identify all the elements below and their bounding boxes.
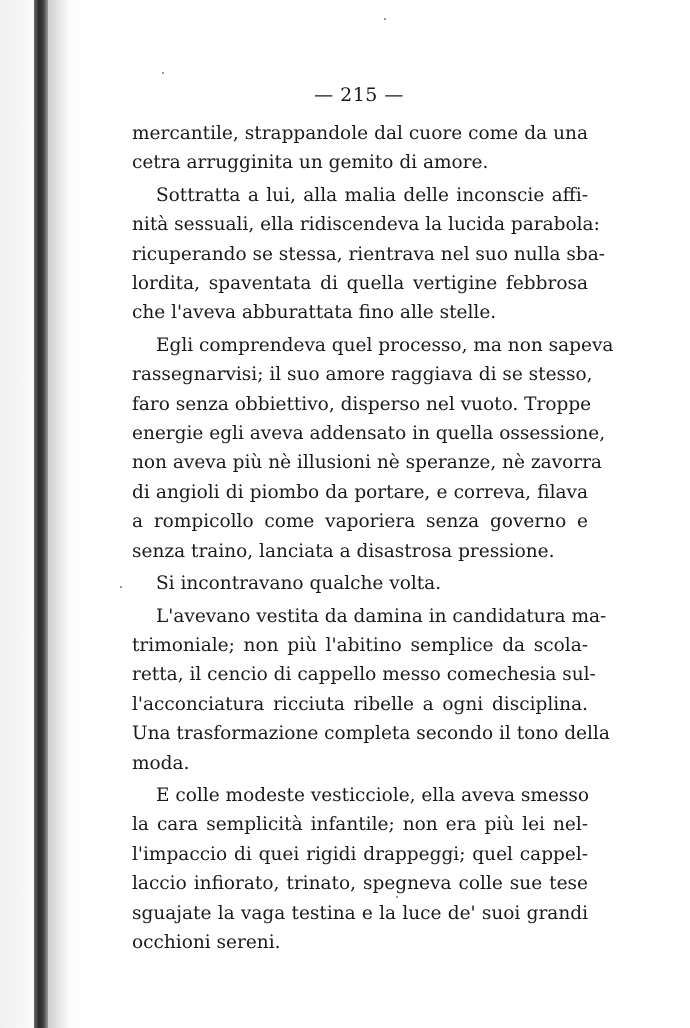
text-line: la cara semplicità infantile; non era più lei nel- (132, 814, 588, 836)
text-line: l'impaccio di quei rigidi drappeggi; quel cappel- (132, 843, 588, 865)
text-line: Una trasformazione completa secondo il tono della (132, 723, 610, 745)
binding-shadow (48, 0, 70, 1028)
text-line: energie egli aveva addensato in quella ossessione, (132, 423, 606, 445)
text-line: che l'aveva abburattata fino alle stelle. (132, 302, 497, 324)
text-line: E colle modeste vesticciole, ella aveva smesso (156, 784, 590, 806)
body-text (132, 119, 614, 957)
text-line: trimoniale; non più l'abitino semplice da scola- (132, 634, 588, 656)
text-line: occhioni sereni. (132, 931, 281, 953)
text-line: Egli comprendeva quel processo, ma non sapeva (156, 334, 614, 356)
paper-speck (162, 72, 164, 74)
text-line: rassegnarvisi; il suo amore raggiava di se stesso, (132, 364, 593, 386)
text-line: cetra arrugginita un gemito di amore. (132, 152, 489, 174)
page-number: — 215 — (314, 84, 404, 106)
text-line: Si incontravano qualche volta. (156, 573, 442, 595)
text-line: a rompicollo come vaporiera senza governo e (132, 511, 588, 533)
text-line: senza traino, lanciata a disastrosa pressione. (132, 540, 555, 562)
text-line: mercantile, strappandole dal cuore come da una (132, 123, 588, 144)
text-line: retta, il cencio di cappello messo comechesia sul- (132, 664, 596, 686)
text-line: moda. (132, 752, 190, 774)
text-line: faro senza obbiettivo, disperso nel vuoto. Troppe (132, 393, 592, 415)
text-line: lordita, spaventata di quella vertigine febbrosa (132, 273, 588, 295)
paragraph (132, 781, 588, 957)
paragraph (132, 119, 588, 178)
text-line: l'acconciatura ricciuta ribelle a ogni disciplina. (132, 693, 588, 715)
paragraph (132, 602, 610, 778)
paper-speck (120, 586, 122, 588)
text-line: sguajate la vaga testina e la luce de' suoi grandi (132, 902, 588, 924)
paragraph (132, 181, 606, 328)
paper-speck (384, 18, 386, 20)
text-line: nità sessuali, ella ridiscendeva la lucida parabola: (132, 214, 600, 236)
text-line: ricuperando se stessa, rientrava nel suo nulla sba- (132, 243, 606, 265)
text-line: Sottratta a lui, alla malia delle inconscie affi- (156, 184, 588, 206)
binding-edge (34, 0, 48, 1028)
text-line: non aveva più nè illusioni nè speranze, nè zavorra (132, 452, 602, 474)
paragraph (132, 331, 614, 566)
text-line: di angioli di piombo da portare, e correva, filava (132, 481, 588, 503)
text-line: L'avevano vestita da damina in candidatura ma- (156, 605, 607, 627)
paragraph (132, 569, 588, 598)
text-line: laccio infiorato, trinato, spegneva colle sue tese (132, 873, 588, 895)
